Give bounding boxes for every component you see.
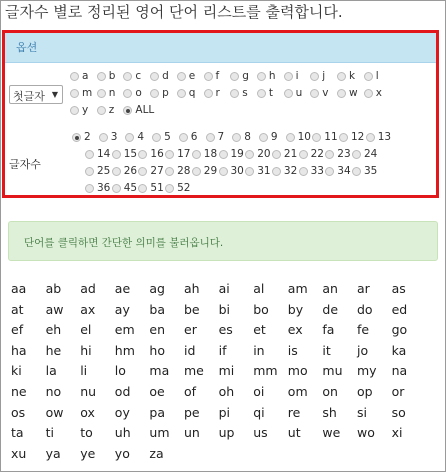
length-label: 글자수 [9,158,41,171]
radio-label: a [82,70,89,82]
word-ah[interactable]: ah [184,281,200,296]
word-ex[interactable]: ex [287,322,303,338]
radio-label: 11 [324,131,338,143]
radio-circle-icon[interactable] [352,167,361,176]
word-us[interactable]: us [253,425,268,441]
radio-label: l [375,70,379,82]
radio-circle-icon[interactable] [219,150,228,159]
radio-circle-icon[interactable] [272,150,281,159]
radio-label: t [268,87,274,99]
radio-circle-icon[interactable] [230,89,239,98]
radio-circle-icon[interactable] [125,133,134,142]
radio-circle-icon[interactable] [150,89,159,98]
radio-circle-icon[interactable] [112,167,121,176]
radio-circle-icon[interactable] [97,72,106,81]
radio-circle-icon[interactable] [245,150,254,159]
radio-label: 29 [203,165,218,177]
word-ya[interactable]: ya [45,445,61,461]
word-bi[interactable]: bi [218,301,231,317]
radio-label: 15 [123,148,138,160]
word-et[interactable]: et [253,322,266,338]
radio-label: q [188,87,196,99]
radio-circle-icon[interactable] [257,72,266,81]
radio-circle-icon[interactable] [352,150,361,159]
word-jo[interactable]: jo [357,342,369,358]
word-ow[interactable]: ow [45,404,64,420]
word-hi[interactable]: hi [80,342,92,358]
word-hm[interactable]: hm [114,342,135,358]
radio-label: 26 [123,165,138,177]
radio-label: r [215,87,220,99]
radio-circle-icon[interactable] [337,89,346,98]
radio-label: 18 [203,148,218,160]
radio-circle-icon[interactable] [192,167,201,176]
options-title: 옵션 [16,41,38,54]
radio-label: o [135,87,142,99]
word-al[interactable]: al [253,281,265,296]
radio-label: 23 [337,148,351,160]
word-ay[interactable]: ay [114,301,130,317]
radio-circle-icon[interactable] [310,89,319,98]
word-uh[interactable]: uh [114,425,131,441]
radio-label: 27 [150,165,164,177]
radio-label: d [162,70,169,82]
word-ar[interactable]: ar [357,281,370,296]
radio-circle-icon[interactable] [70,89,79,98]
word-pa[interactable]: pa [149,404,165,420]
word-ax[interactable]: ax [80,301,96,317]
radio-circle-icon[interactable] [325,150,334,159]
word-oe[interactable]: oe [149,384,165,399]
radio-label: 52 [177,182,191,194]
word-ti[interactable]: ti [45,425,54,441]
radio-circle-icon[interactable] [72,133,81,142]
radio-label: j [322,70,326,82]
word-aw[interactable]: aw [45,301,64,317]
radio-label: 19 [230,148,244,160]
word-my[interactable]: my [357,363,377,379]
word-no[interactable]: no [45,384,62,399]
word-mu[interactable]: mu [322,363,343,379]
word-so[interactable]: so [391,404,406,420]
radio-label: 4 [137,131,145,143]
word-de[interactable]: de [322,301,339,317]
radio-circle-icon[interactable] [165,150,174,159]
radio-label: 22 [310,148,324,160]
word-bo[interactable]: bo [253,301,269,317]
radio-label: g [242,70,249,82]
radio-label: 7 [217,131,225,143]
radio-circle-icon[interactable] [299,167,308,176]
word-ox[interactable]: ox [80,404,95,420]
radio-circle-icon[interactable] [152,133,161,142]
word-or[interactable]: or [391,384,405,399]
word-by[interactable]: by [287,301,304,317]
word-wo[interactable]: wo [357,425,375,441]
word-we[interactable]: we [322,425,341,441]
radio-circle-icon[interactable] [97,89,106,98]
radio-label: x [375,87,382,99]
word-os[interactable]: os [11,404,26,420]
word-xi[interactable]: xi [391,425,403,441]
radio-label: 32 [283,165,298,177]
radio-circle-icon[interactable] [272,167,281,176]
radio-circle-icon[interactable] [230,72,239,81]
radio-circle-icon[interactable] [112,184,121,193]
radio-label: 13 [377,131,392,143]
word-go[interactable]: go [391,322,408,338]
dropdown-arrow-icon: ▼ [51,90,58,99]
radio-label: 31 [257,165,271,177]
radio-circle-icon[interactable] [123,89,132,98]
radio-circle-icon[interactable] [138,184,147,193]
radio-circle-icon[interactable] [165,167,174,176]
word-en[interactable]: en [149,322,166,338]
radio-label: p [162,87,169,99]
radio-circle-icon[interactable] [337,72,346,81]
options-panel-header [5,33,436,63]
radio-circle-icon[interactable] [325,167,334,176]
word-la[interactable]: la [45,363,57,379]
word-ed[interactable]: ed [391,301,408,317]
radio-label: n [108,87,116,99]
radio-circle-icon[interactable] [177,72,186,81]
radio-label: 24 [364,148,378,160]
word-ab[interactable]: ab [45,281,62,296]
word-od[interactable]: od [114,384,131,399]
options-panel [2,30,439,198]
first-letter-select-value: 첫글자 [13,90,45,103]
radio-circle-icon[interactable] [138,150,147,159]
word-sh[interactable]: sh [322,404,337,420]
word-el[interactable]: el [80,322,92,338]
radio-label: 51 [150,182,164,194]
radio-label: 28 [177,165,191,177]
radio-circle-icon[interactable] [204,89,213,98]
radio-label: 5 [164,131,171,143]
word-ai[interactable]: ai [218,281,230,296]
word-er[interactable]: er [184,322,197,338]
word-li[interactable]: li [80,363,88,379]
word-za[interactable]: za [149,445,164,461]
radio-label: 12 [351,131,365,143]
radio-label: 21 [283,148,298,160]
word-do[interactable]: do [357,301,373,317]
radio-label: 8 [244,131,251,143]
radio-circle-icon[interactable] [204,72,213,81]
radio-label: 6 [190,131,198,143]
word-at[interactable]: at [11,301,24,317]
radio-circle-icon[interactable] [85,184,94,193]
radio-label: v [322,87,329,99]
radio-label: 3 [110,131,118,143]
radio-label: k [349,70,356,82]
word-op[interactable]: op [357,384,373,399]
radio-label: 36 [97,182,111,194]
word-to[interactable]: to [80,425,93,441]
word-ef[interactable]: ef [11,322,24,338]
word-ma[interactable]: ma [149,363,170,379]
radio-label: 25 [97,165,111,177]
radio-circle-icon[interactable] [339,133,348,142]
radio-circle-icon[interactable] [123,72,132,81]
word-ba[interactable]: ba [149,301,165,317]
radio-circle-icon[interactable] [165,184,174,193]
radio-label: b [108,70,116,82]
word-mm[interactable]: mm [253,363,278,379]
page-heading: 글자수 별로 정리된 영어 단어 리스트를 출력합니다. [5,3,343,21]
word-fe[interactable]: fe [357,322,370,338]
radio-label: 2 [84,131,91,143]
word-ha[interactable]: ha [11,342,27,358]
word-ne[interactable]: ne [11,384,27,399]
radio-label: e [188,70,196,82]
radio-label: 16 [150,148,164,160]
radio-circle-icon[interactable] [99,133,108,142]
radio-circle-icon[interactable] [286,133,295,142]
word-id[interactable]: id [184,342,196,358]
radio-circle-icon[interactable] [85,167,94,176]
radio-circle-icon[interactable] [85,150,94,159]
radio-circle-icon[interactable] [112,150,121,159]
radio-circle-icon[interactable] [219,167,228,176]
radio-circle-icon[interactable] [206,133,215,142]
word-ka[interactable]: ka [391,342,407,358]
info-alert [8,221,438,261]
word-nu[interactable]: nu [80,384,97,399]
radio-circle-icon[interactable] [70,72,79,81]
word-oy[interactable]: oy [114,404,130,420]
word-in[interactable]: in [253,342,265,358]
word-em[interactable]: em [114,322,135,338]
radio-circle-icon[interactable] [312,133,321,142]
word-pe[interactable]: pe [184,404,200,420]
radio-circle-icon[interactable] [123,106,132,115]
radio-label: z [108,104,115,116]
radio-circle-icon[interactable] [257,89,266,98]
radio-label: i [295,70,299,82]
word-ye[interactable]: ye [80,445,96,461]
radio-circle-icon[interactable] [366,133,375,142]
word-yo[interactable]: yo [114,445,130,461]
word-ut[interactable]: ut [287,425,301,441]
word-ag[interactable]: ag [149,281,165,296]
radio-label: 30 [230,165,244,177]
radio-circle-icon[interactable] [232,133,241,142]
radio-label: y [82,104,89,116]
radio-label: c [135,70,142,82]
word-mo[interactable]: mo [287,363,308,379]
word-oi[interactable]: oi [253,384,265,399]
word-mi[interactable]: mi [218,363,235,379]
radio-circle-icon[interactable] [284,89,293,98]
radio-label: s [242,87,248,99]
radio-label: 9 [270,131,278,143]
word-he[interactable]: he [45,342,62,358]
word-is[interactable]: is [287,342,298,358]
radio-circle-icon[interactable] [364,89,373,98]
radio-label: f [215,70,220,82]
radio-label: m [82,87,93,99]
word-up[interactable]: up [218,425,235,441]
word-ki[interactable]: ki [11,363,22,379]
word-aa[interactable]: aa [11,281,27,296]
radio-circle-icon[interactable] [70,106,79,115]
radio-circle-icon[interactable] [245,167,254,176]
word-eh[interactable]: eh [45,322,62,338]
word-fa[interactable]: fa [322,322,335,338]
radio-label: h [268,70,276,82]
info-text: 단어를 클릭하면 간단한 의미를 불러옵니다. [24,237,224,249]
radio-circle-icon[interactable] [310,72,319,81]
word-if[interactable]: if [218,342,227,358]
radio-circle-icon[interactable] [299,150,308,159]
radio-label: 14 [97,148,111,160]
word-na[interactable]: na [391,363,408,379]
word-es[interactable]: es [218,322,233,338]
radio-label: 20 [257,148,271,160]
radio-circle-icon[interactable] [192,150,201,159]
radio-label: 10 [297,131,311,143]
radio-label: 33 [310,165,324,177]
radio-circle-icon[interactable] [150,72,159,81]
word-om[interactable]: om [287,384,308,399]
word-me[interactable]: me [184,363,204,379]
radio-label: 34 [337,165,351,177]
word-am[interactable]: am [287,281,308,296]
word-an[interactable]: an [322,281,338,296]
word-oh[interactable]: oh [218,384,235,399]
word-ad[interactable]: ad [80,281,96,296]
word-si[interactable]: si [357,404,367,420]
radio-label: 45 [123,182,138,194]
radio-circle-icon[interactable] [259,133,268,142]
word-um[interactable]: um [149,425,170,441]
radio-circle-icon[interactable] [177,89,186,98]
radio-circle-icon[interactable] [284,72,293,81]
radio-label: u [295,87,303,99]
word-ta[interactable]: ta [11,425,24,441]
word-ho[interactable]: ho [149,342,165,358]
word-lo[interactable]: lo [114,363,126,379]
word-of[interactable]: of [184,384,197,399]
word-be[interactable]: be [184,301,200,317]
word-qi[interactable]: qi [253,404,265,420]
radio-circle-icon[interactable] [97,106,106,115]
word-pi[interactable]: pi [218,404,231,420]
word-as[interactable]: as [391,281,406,296]
radio-label: 17 [177,148,191,160]
word-xu[interactable]: xu [11,445,27,461]
radio-circle-icon[interactable] [179,133,188,142]
word-un[interactable]: un [184,425,200,441]
word-ae[interactable]: ae [114,281,131,296]
word-re[interactable]: re [287,404,301,420]
word-it[interactable]: it [322,342,331,358]
first-letter-select[interactable] [9,85,63,104]
radio-label: w [349,87,358,99]
radio-label: 35 [364,165,378,177]
word-on[interactable]: on [322,384,338,399]
radio-label: ALL [135,104,155,116]
radio-circle-icon[interactable] [364,72,373,81]
radio-circle-icon[interactable] [138,167,147,176]
